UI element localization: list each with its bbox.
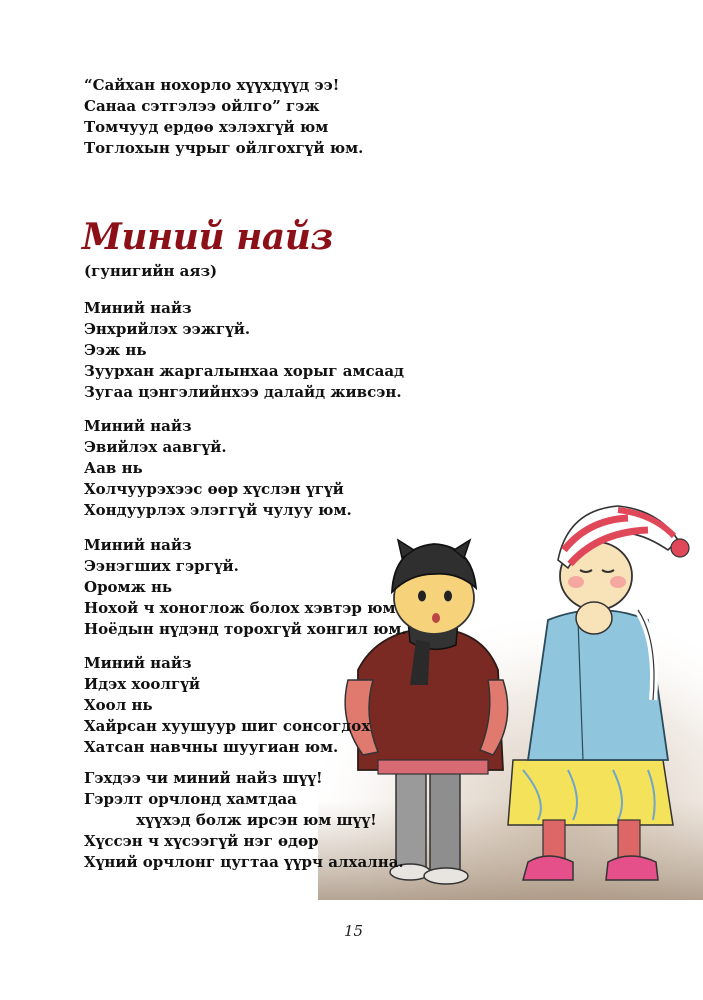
- poem-line: Хүний орчлонг цугтаа үүрч алхална.: [84, 853, 404, 871]
- poem-line: Хатсан навчны шуугиан юм.: [84, 738, 339, 756]
- poem-line: Гэрэлт орчлонд хамтдаа: [84, 790, 297, 808]
- poem-line: Миний найз: [84, 536, 192, 554]
- poem-line: Зугаа цэнгэлийнхээ далайд живсэн.: [84, 383, 402, 401]
- poem-line: Ээнэгших гэргүй.: [84, 557, 239, 575]
- poem-line: Гэхдээ чи миний найз шүү!: [84, 769, 323, 787]
- poem-line: Нохой ч хоноглож болох хэвтэр юм: [84, 599, 396, 617]
- poem-line: Аав нь: [84, 459, 143, 477]
- poem-line: Хүссэн ч хүсээгүй нэг өдөр: [84, 832, 319, 850]
- poem-line: Миний найз: [84, 417, 192, 435]
- poem-line: Ноёдын нүдэнд торохгүй хонгил юм.: [84, 620, 407, 638]
- poem-line: Миний найз: [84, 299, 192, 317]
- intro-line: Томчууд ердөө хэлэхгүй юм: [84, 118, 329, 136]
- stanza-4: [84, 653, 370, 758]
- poem-line: Миний найз: [84, 654, 192, 672]
- page-number: 15: [344, 922, 364, 940]
- poem-line: Идэх хоолгүй: [84, 675, 201, 693]
- poem-line: Оромж нь: [84, 578, 173, 596]
- stanza-2: [84, 416, 352, 521]
- poem-line: Эвийлэх аавгүй.: [84, 438, 227, 456]
- poem-title: Миний найз: [82, 216, 333, 258]
- intro-line: “Сайхан нохорло хүүхдүүд ээ!: [84, 76, 340, 94]
- poem-line: Хоол нь: [84, 696, 153, 714]
- poem-line: Хондуурлэх элэггүй чулуу юм.: [84, 501, 352, 519]
- poem-line: Хайрсан хуушуур шиг сонсогдох: [84, 717, 371, 735]
- intro-line: Санаа сэтгэлээ ойлго” гэж: [84, 97, 320, 115]
- poem-subtitle: (гунигийн аяз): [84, 262, 218, 280]
- poem-line: Холчуурэхээс өөр хүслэн үгүй: [84, 480, 344, 498]
- intro-line: Тоглохын учрыг ойлгохгүй юм.: [84, 139, 364, 157]
- intro-stanza: [84, 75, 363, 159]
- stanza-3: [84, 535, 407, 640]
- poem-line: хүүхэд болж ирсэн юм шүү!: [84, 811, 377, 829]
- poem-line: Зуурхан жаргалынхаа хорыг амсаад: [84, 362, 405, 380]
- poem-line: Ээж нь: [84, 341, 147, 359]
- stanza-5: [84, 768, 404, 873]
- poem-line: Энхрийлэх ээжгүй.: [84, 320, 251, 338]
- stanza-1: [84, 298, 404, 403]
